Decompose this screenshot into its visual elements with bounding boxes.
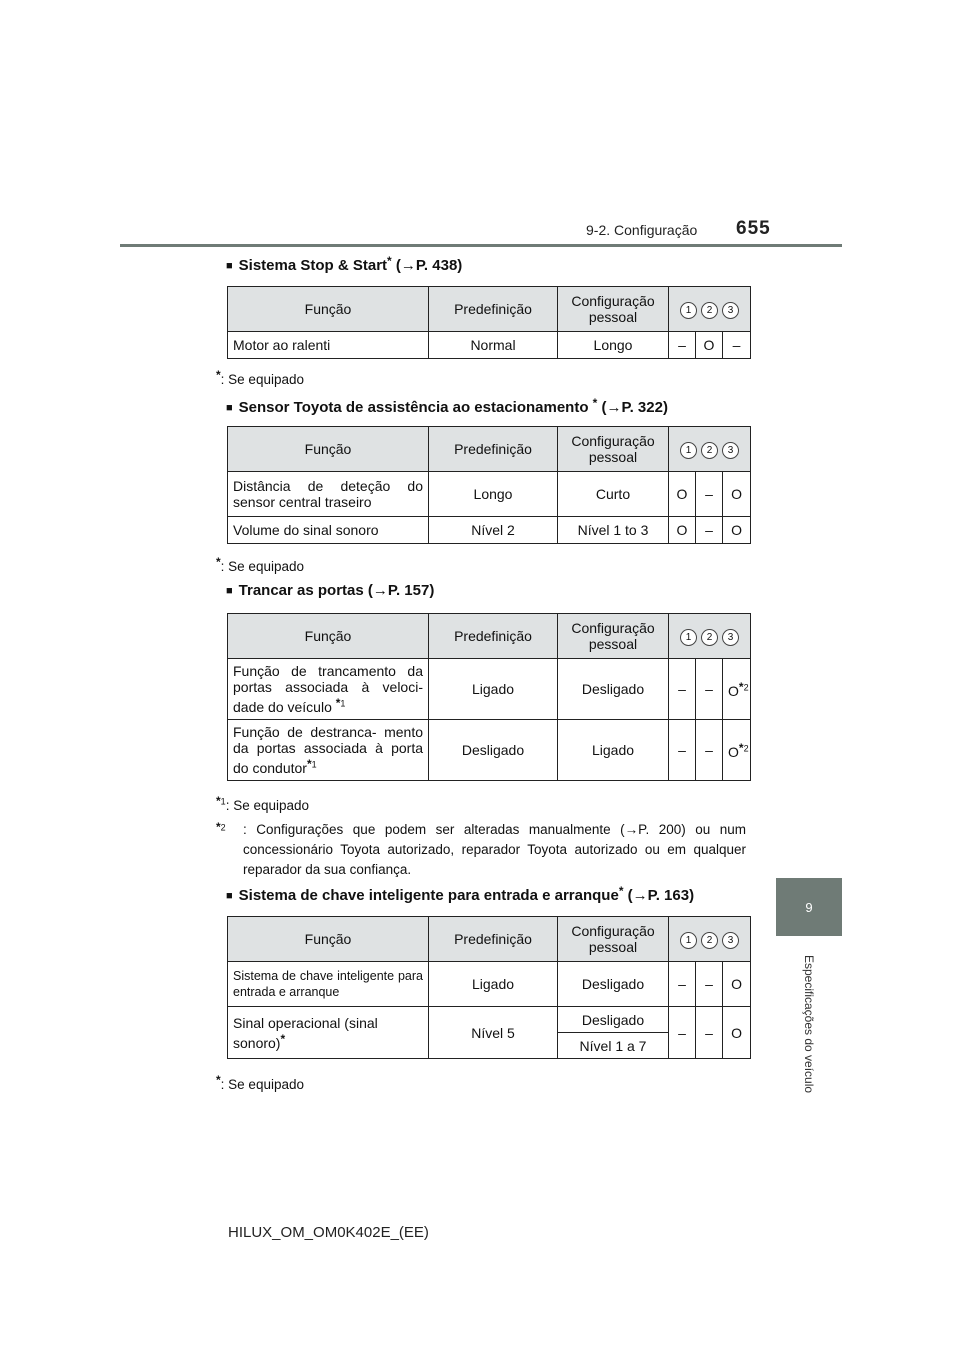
table-row: Sinal operacional (sinal sonoro)* Nível 5 Desligado – – O xyxy=(228,1007,751,1033)
settings-table-smart-key xyxy=(227,916,751,1059)
table-row: Distância de deteção do sensor central traseiro Longo Curto O – O xyxy=(228,472,751,517)
number-3-icon: 3 xyxy=(722,442,739,459)
number-1-icon: 1 xyxy=(680,629,697,646)
bullet-icon: ■ xyxy=(226,585,233,597)
bullet-icon: ■ xyxy=(226,890,233,902)
bullet-icon: ■ xyxy=(226,260,233,272)
chapter-label: Especificações do veículo xyxy=(802,954,817,1094)
number-2-icon: 2 xyxy=(701,302,718,319)
number-3-icon: 3 xyxy=(722,302,739,319)
table-row: Nível 1 a 7 xyxy=(228,1033,751,1059)
table-row: Função de trancamento da portas associada à veloci- dade do veículo *$^1$ Ligado Desligado – – O*$^2$ xyxy=(228,659,751,720)
table-header-row: Função Predefinição Configuração pessoal 1 2 3 xyxy=(228,427,751,472)
settings-table-stop-start xyxy=(227,286,751,359)
table-row: Motor ao ralenti Normal Longo – O – xyxy=(228,332,751,359)
number-1-icon: 1 xyxy=(680,442,697,459)
settings-table-door-lock xyxy=(227,613,751,781)
section-title-door-lock: ■ Trancar as portas (→P. 157) xyxy=(226,582,435,599)
chapter-tab: 9 xyxy=(776,878,842,936)
number-1-icon: 1 xyxy=(680,932,697,949)
section-title-stop-start: ■ Sistema Stop & Start* (→P. 438) xyxy=(226,254,463,274)
number-2-icon: 2 xyxy=(701,442,718,459)
table-header-row: Função Predefinição Configuração pessoal 1 2 3 xyxy=(228,917,751,962)
number-1-icon: 1 xyxy=(680,302,697,319)
table-row: Função de destranca- mento da portas associada à porta do condutor*$^1$ Desligado Ligado – – O*$^2$ xyxy=(228,720,751,781)
header-divider xyxy=(120,244,842,247)
section-header: 9-2. Configuração xyxy=(586,222,698,238)
number-2-icon: 2 xyxy=(701,932,718,949)
footnote: *: Se equipado xyxy=(216,368,304,387)
number-2-icon: 2 xyxy=(701,629,718,646)
section-title-parking-sensor: ■ Sensor Toyota de assistência ao estacionamento * (→P. 322) xyxy=(226,396,668,416)
footnote: *: Se equipado xyxy=(216,1073,304,1092)
footnote: *$^2$ : Configurações que podem ser alteradas manualmente (→P. 200) ou num concessionário Toyota autorizado, reparador Toyota autorizado ou em qualquer reparador da sua confiança. xyxy=(216,820,746,877)
footnote: *: Se equipado xyxy=(216,555,304,574)
document-code: HILUX_OM_OM0K402E_(EE) xyxy=(228,1224,429,1241)
table-row: Volume do sinal sonoro Nível 2 Nível 1 to 3 O – O xyxy=(228,517,751,544)
number-3-icon: 3 xyxy=(722,629,739,646)
table-header-row: Função Predefinição Configuração pessoal 1 2 3 xyxy=(228,287,751,332)
table-header-row: Função Predefinição Configuração pessoal 1 2 3 xyxy=(228,614,751,659)
section-title-smart-key: ■ Sistema de chave inteligente para entrada e arranque* (→P. 163) xyxy=(226,884,695,904)
settings-table-parking-sensor xyxy=(227,426,751,544)
number-3-icon: 3 xyxy=(722,932,739,949)
table-row: Sistema de chave inteligente para entrada e arranque Ligado Desligado – – O xyxy=(228,962,751,1007)
page-number: 655 xyxy=(736,218,771,239)
bullet-icon: ■ xyxy=(226,402,233,414)
footnote: *$^1$: Se equipado xyxy=(216,794,310,813)
